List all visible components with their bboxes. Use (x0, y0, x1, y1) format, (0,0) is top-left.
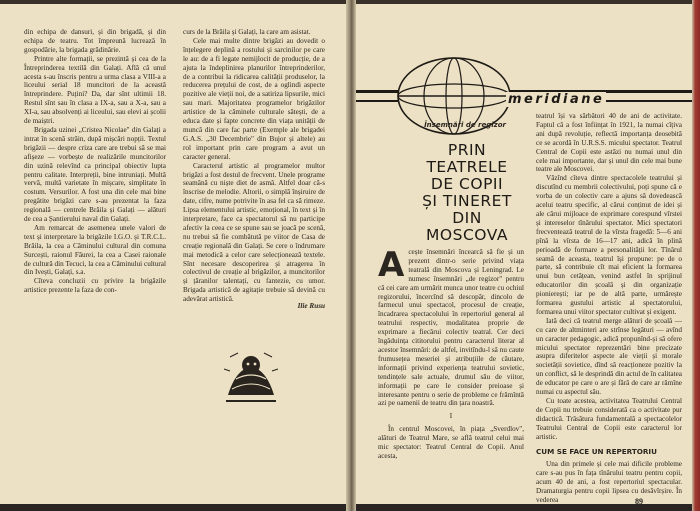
paragraph: Văzînd cîteva dintre spectacolele teatrului și discutînd cu membrii colectivului, poți spune că e vorba de un colectiv care a ajuns să dovedească acelui teatru specific, al cărui conținut de idei și ale cărui mijloace de exprimare corespund vîrstei și intereselor tînărului spectator. Mici spectatori frecventează teatrul de la vîrsta fragedă: 5—6 ani pînă la vîrsta de 16—17 ani, adică în plină perioadă de formare a personalității lor. Tînărul seamă de aceasta, teatrul își propune: pe de o parte, să contribuie cît mai eficient la formarea unui bun cetățean, venind astfel în sprijinul educatorilor din școală și din organizație pionierești; iar pe de altă parte, urmărește formarea gustului artistic al spectatorului, formarea unui viitor spectator cultivat și exigent. (536, 174, 682, 316)
paragraph: curs de la Brăila și Galați, la care am asistat. (183, 28, 311, 36)
paragraph: Iată deci că teatrul merge alături de școală — cu care de altminteri are strînse legături — avînd un caracter pedagogic, adică propunînd-și să ofere micului spectator reprezentări bine precizate asupra diferitelor aspecte ale vieții și morale societății sovietice, dînd să reacționeze pozitiv la un conflict, să le desprindă din actul de în calitatea de educator pe care o are și fără de care ar rămîne numai cu aspectul său. (536, 316, 682, 397)
paragraph: Cu toate acestea, activitatea Teatrului Central de Copii nu trebuie considerată ca o activitate pur didactică. Trăsătura fundamentală a spectacolelor Teatrului Central de Copii este caracterul lor artistic. (536, 397, 682, 441)
book-edge (692, 0, 700, 511)
title-line: DE COPII (430, 175, 504, 193)
signature-block (183, 300, 325, 311)
paragraph: Brigada uzinei „Cristea Nicolae" din Galați a intrat în scenă străin, după mișcări nopții. Textul brigăzii — despre criza care are trebui să se mai afișeze — vorbește de realizările muncitorilor din uzină relevînd ca principal obiectiv lupta pentru calitate. Interpreții, bine intruniați. Multă vervă, multă varietate în mișcare, simplitate în costum. Versurilor. A fost una din cele mai bine pregătite brigăzi care s-au prezentat la faza regională — centrele Brăila și Galați — alături de cea a Șantierului naval din Galați. (24, 125, 166, 224)
left-column-2 (183, 28, 325, 304)
article-title (412, 142, 522, 244)
title-line: DIN (452, 209, 482, 227)
paragraph: Cele mai multe dintre brigăzi au dovedit o înțelegere deplină a rostului și sarcinilor pe care le au: de a fi legate nemijlocit de producție, de a ajuta la îndeplinirea planurilor întreprinderilor, de a contribui la ridicarea calității produselor, la reducerea prețului de cost, de a oglindi aspecte pozitive ale vieții noi, de a satiriza lipsurile, mici sau mari. Majoritatea programelor brigăzilor artistice de la căminele culturale sătești, de a educa date și fapte concrete din viața unității de muncă din care fac parte (Exemple ale brigadei G.A.S. „30 Decembrie" din Bujor și altele) au rol important prin care program a avut un caracter general. (183, 36, 325, 161)
left-column-1 (24, 28, 166, 295)
right-column-left (378, 245, 524, 461)
title-line: PRIN (447, 141, 487, 159)
paragraph: din echipa de dansuri, și din brigadă, și din echipa de teatru. Tot împreună lucrează în gospodărie, la brigada grădinărie. (24, 28, 166, 54)
article-subhead: Însemnări de regizor (424, 121, 506, 129)
page-number: 89 (635, 497, 643, 506)
section-numeral: I (449, 412, 453, 421)
drop-cap: A (378, 245, 405, 285)
paragraph: Una din primele și cele mai dificile probleme care s-au pus în fața tînărului teatru pentru copii, acum 40 de ani, a fost repertoriul spectacular. Dramaturgia pentru copii lipsea cu desăvîrșire. În vederea (536, 460, 682, 505)
title-line: ȘI TINERET (422, 192, 512, 210)
section-heading: CUM SE FACE UN REPERTORIU (536, 446, 657, 456)
title-line: TEATRELE (426, 158, 508, 176)
right-page (356, 4, 692, 504)
book-spine (346, 0, 356, 511)
title-line: MOSCOVA (426, 226, 508, 244)
section-label: meridiane (508, 92, 605, 107)
paragraph: Printre alte formații, se prezintă și cea de la Întreprinderea textilă din Galați. Află că unul acesta s-au înscris pentru a urma clasa a VIII-a a liceului serial 18 muncitori de la această întreprindere. Puțini? Da, dar sînt ultimii 18. Restul sînt sau în clasa a IX-a, sau a X-a, sau a XI-a, sau absolvenți ai liceului, sau elevi ai școlii de maiștri. (24, 54, 166, 126)
author-signature: Ilie Rusu (297, 302, 325, 310)
paragraph: teatrul își va sărbători 40 de ani de activitate. Faptul că a fost înființat în 1921, la numai cîțiva ani după revoluție, reflectă importanța deosebită ce se acordă în U.R.S.S. micului spectator. Teatrul Central de Copii este astăzi nu numai unul din cele mai importante, dar și unul din cele mai bune teatre ale Moscovei. (536, 112, 682, 174)
left-page (0, 4, 347, 504)
paragraph: Am remarcat de asemenea unele valori de text și interpretare la brigăzile I.G.O. și T.R.C.L. Brăila, la cea a Căminului cultural din comuna Surcești, raionul Făurei, la cea a Casei raionale de cultură din Tecuci, la cea a Căminului cultural din Ivești, Galați, s.a. (24, 223, 166, 277)
paragraph (378, 245, 524, 408)
paragraph: În centrul Moscovei, în piața „Sverdlov", alături de Teatrul Mare, se află teatrul celui mai mic spectator: Teatrul Central de Copii. Anul acesta, (378, 425, 524, 460)
paragraph: Caracterul artistic al programelor multor brigăzi a fost destul de frecvent. Unele programe seamănă cu niște diet de asmă. Altfel doar că-s înscrise de melodie. Altorii, o simplă înșiruire de date, cifre, nume potrivite în asa fel ca să rimeze. Lipsa elementului artistic, emoțional, în text și în interpretare, face ca spectatorul să nu participe afectiv la ceea ce se spune sau se joacă pe scenă, nu trebui să fie combătută pe viitor de Casa de creație regională din Galați. Se cere o îndrumare mai metodică a celor care selecționează textele. Sînt necesare descoperirea și atragerea în colectivul de creație al brigăzilor, a muncitorilor și țăranilor talentați, cu fantezie, cu umor. Brigada artistică de agitație trebuie să devină cu adevărat artistică. (183, 161, 325, 304)
paragraph: Cîteva concluzii cu privire la brigăzile artistice prezente la faza de con- (24, 277, 166, 295)
intro-text: cește însemnări încearcă să fie și un prezent dintr-o serie privind viața teatrală din Moscova și Leningrad. Le numesc însemnări „de regizor" pentru că cei care am urmărit munca unor teatre cu ochiul regizorului, încercînd să descopăr, dincolo de farmecul unui spectacol, procesul de creație, încadrarea spectacolului în repertoriul general al teatrului respectiv, modalitatea proprie de exprimare a fiecărui colectiv teatral. Cer deci îngăduința cititorului pentru caracterul literar al acestor însemnări: de altfel, invitîndu-l să nu caute frumusețea meseriei și atribuțiile de căutare, informații privind experiența teatrului sovietic, tendințele sale actuale, drumul său de viitor, informații pe care le consider preioase și interesante pentru o serie de probleme ce frămîntă azi pe oamenii de teatru din țara noastră. (378, 248, 524, 408)
decorative-illustration-icon (222, 349, 280, 407)
